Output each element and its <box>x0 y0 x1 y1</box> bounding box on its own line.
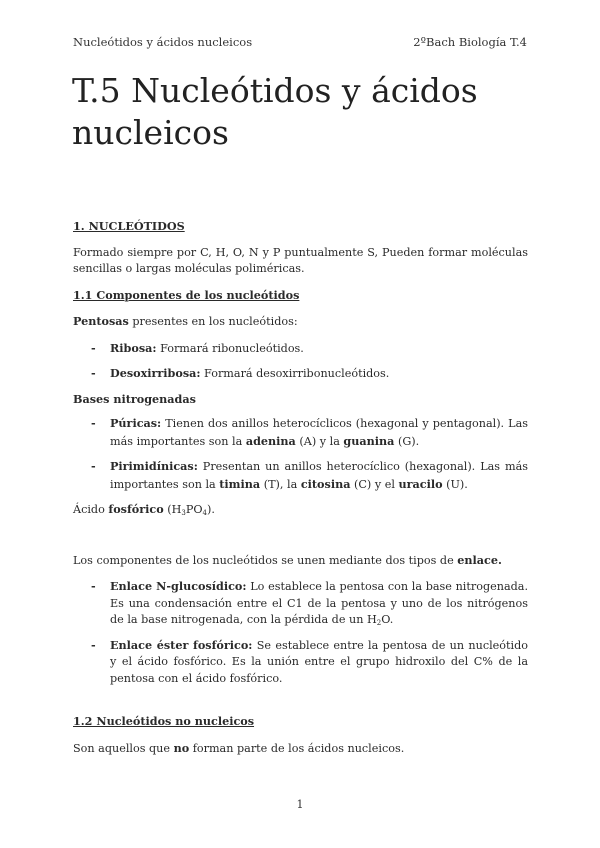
list-item-pirimidinicas <box>73 458 528 493</box>
pentosas-paragraph <box>73 313 528 331</box>
term-timina: timina <box>219 476 261 491</box>
formula-part: (H <box>163 503 182 516</box>
term-desoxirribosa: Desoxirribosa: <box>110 366 201 380</box>
list-item-desoxirribosa <box>73 365 528 383</box>
bases-label: Bases nitrogenadas <box>73 391 196 406</box>
header-left: Nucleótidos y ácidos nucleicos <box>73 35 253 49</box>
puricas-text: Tienen dos anillos heterocíclicos (hexagonal y pentagonal). Las más importantes son la <box>110 417 528 448</box>
running-header <box>73 35 527 49</box>
term-uracilo: uracilo <box>398 476 443 491</box>
pirimidinicas-text: Presentan un anillos heterocíclico (hexagonal). Las más importantes son la <box>110 460 528 491</box>
no-nucleicos-text: Son aquellos que <box>73 741 174 755</box>
formula-part: ). <box>206 503 215 516</box>
formula-part: PO <box>185 503 203 516</box>
puricas-text: (A) y la <box>295 434 344 448</box>
enlace-n-text: O. <box>381 613 394 626</box>
term-enlace-ester: Enlace éster fosfórico: <box>110 637 253 652</box>
desc-ribosa: Formará ribonucleótidos. <box>156 341 304 355</box>
dash-marker: - <box>91 459 96 473</box>
pirimidinicas-text: (U). <box>442 477 468 491</box>
page-number: 1 <box>296 798 304 811</box>
pirimidinicas-text: (C) y el <box>350 477 399 491</box>
formula-subscript: 2 <box>376 619 382 627</box>
enlaces-intro-text: Los componentes de los nucleótidos se unen mediante dos tipos de <box>73 553 458 567</box>
intro-paragraph: Formado siempre por C, H, O, N y P puntualmente S, Pueden formar moléculas sencillas o largas moléculas poliméricas. <box>73 245 528 275</box>
list-item-puricas <box>73 415 528 450</box>
pentosas-label: Pentosas <box>73 314 129 328</box>
section-heading-no-nucleicos: 1.2 Nucleótidos no nucleicos <box>73 714 255 728</box>
enlace-ester-text: Se establece entre la pentosa de un nucleótido y el ácido fosfórico. Es la unión entre el grupo hidroxilo del C% de la pentosa con el ácido fosfórico. <box>110 638 528 685</box>
term-puricas: Púricas: <box>110 416 162 430</box>
term-pirimidinicas: Pirimidínicas: <box>110 459 198 473</box>
no-nucleicos-paragraph <box>73 740 528 758</box>
list-item-ribosa <box>73 340 528 358</box>
enlaces-list <box>73 578 528 687</box>
term-no: no <box>173 740 190 755</box>
section-heading-componentes: 1.1 Componentes de los nucleótidos <box>73 287 300 302</box>
acido-fosforico-line <box>73 501 528 519</box>
section-heading-nucleotidos: 1. NUCLEÓTIDOS <box>73 219 185 233</box>
term-adenina: adenina <box>245 433 296 448</box>
pentosas-list <box>73 340 528 383</box>
term-ribosa: Ribosa: <box>110 340 157 355</box>
dash-marker: - <box>91 366 96 380</box>
document-title: T.5 Nucleótidos y ácidos nucleicos <box>72 71 478 152</box>
pentosas-text: presentes en los nucleótidos: <box>128 315 298 328</box>
pirimidinicas-text: (T), la <box>260 477 301 491</box>
no-nucleicos-text: forman parte de los ácidos nucleicos. <box>189 741 405 755</box>
list-item-enlace-ester <box>73 637 528 688</box>
dash-marker: - <box>91 579 96 593</box>
dash-marker: - <box>91 416 96 430</box>
formula-subscript: 4 <box>202 509 207 517</box>
document-body <box>73 218 528 766</box>
enlace-n-text: Lo establece la pentosa con la base nitrogenada. Es una condensación entre el C1 de la pentosa y uno de los nitrógenos de la base nitrogenada, con la pérdida de un H <box>110 580 529 626</box>
dash-marker: - <box>91 340 96 355</box>
term-enlace-n-glucosidico: Enlace N-glucosídico: <box>110 579 247 593</box>
term-fosforico: fosfórico <box>108 502 164 516</box>
term-guanina: guanina <box>343 433 395 448</box>
acido-text: Ácido <box>73 503 109 516</box>
term-enlace: enlace. <box>457 552 502 567</box>
formula-subscript: 3 <box>181 509 186 517</box>
header-right: 2ºBach Biología T.4 <box>413 35 527 49</box>
desc-desoxirribosa: Formará desoxirribonucleótidos. <box>200 367 390 380</box>
list-item-enlace-n-glucosidico <box>73 578 528 629</box>
term-citosina: citosina <box>300 476 351 491</box>
dash-marker: - <box>91 637 96 652</box>
puricas-text: (G). <box>394 434 420 448</box>
enlaces-intro <box>73 552 528 570</box>
bases-list <box>73 415 528 493</box>
